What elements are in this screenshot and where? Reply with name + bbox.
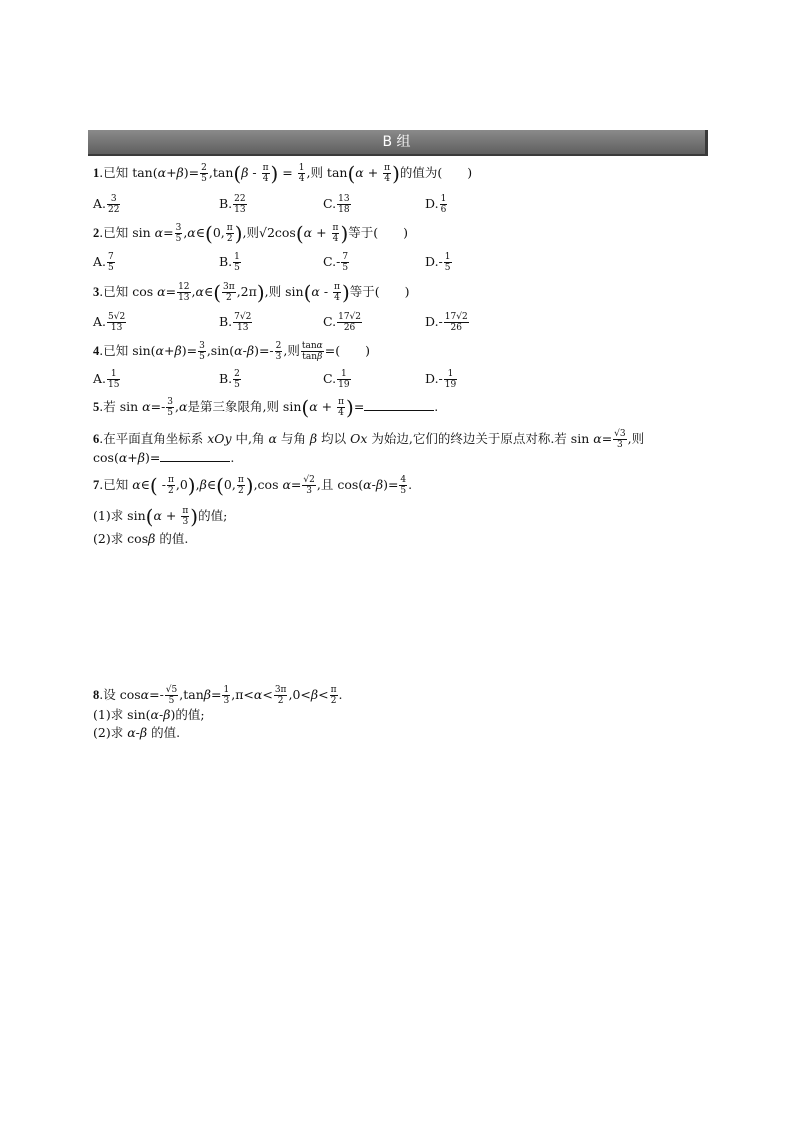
option-c: C. $\frac{13}{18}$ bbox=[323, 194, 350, 215]
question-number: 6 bbox=[93, 432, 100, 446]
option-a: A. $\frac{3}{22}$ bbox=[93, 194, 120, 215]
question-1: 1.已知 tan(α+β)= $\frac{2}{5}$ ,tan(β - $\frac{\pi}{4}$ ) = $\frac{1}{4}$ ,则 tan(α + $\frac{\pi}{4}$ )的值为( ) bbox=[93, 161, 473, 186]
option-a: A. $\frac{1}{15}$ bbox=[93, 369, 120, 390]
question-8: 8.设 cosα=- $\frac{√5}{5}$ ,tanβ= $\frac{1}{3}$ ,π<α< $\frac{3\pi}{2}$ ,0<β< $\frac{\pi}{2}$ . bbox=[93, 685, 343, 706]
option-b: B. $\frac{1}{5}$ bbox=[219, 252, 240, 273]
answer-blank bbox=[160, 450, 230, 462]
option-b: B. $\frac{2}{5}$ bbox=[219, 369, 240, 390]
section-header-bar bbox=[88, 130, 708, 156]
question-number: 5 bbox=[93, 400, 100, 414]
question-number: 8 bbox=[93, 688, 100, 702]
section-title: B 组 bbox=[382, 134, 411, 150]
option-d: D.- $\frac{1}{19}$ bbox=[425, 369, 457, 390]
question-number: 1 bbox=[93, 166, 100, 180]
question-3: 3.已知 cos α= $\frac{12}{13}$ ,α∈( $\frac{3\pi}{2}$ ,2π),则 sin(α - $\frac{\pi}{4}$ )等于( ) bbox=[93, 280, 410, 305]
question-number: 3 bbox=[93, 285, 100, 299]
question-2: 2.已知 sin α= $\frac{3}{5}$ ,α∈(0, $\frac{\pi}{2}$ ),则√2cos(α + $\frac{\pi}{4}$ )等于( ) bbox=[93, 221, 409, 246]
question-7-part-2: (2)求 cosβ 的值. bbox=[93, 531, 189, 546]
answer-blank bbox=[364, 399, 434, 411]
option-c: C.- $\frac{7}{5}$ bbox=[323, 252, 349, 273]
question-4: 4.已知 sin(α+β)= $\frac{3}{5}$ ,sin(α-β)=- $\frac{2}{3}$ ,则 $\frac{\tan\alpha}{\tan\beta}$ =( ) bbox=[93, 341, 370, 362]
option-a: A. $\frac{5√2}{13}$ bbox=[93, 312, 126, 333]
question-8-part-2: (2)求 α-β 的值. bbox=[93, 725, 181, 740]
question-7-part-1: (1)求 sin(α + $\frac{\pi}{3}$ )的值; bbox=[93, 504, 228, 529]
option-d: D.- $\frac{17√2}{26}$ bbox=[425, 312, 468, 333]
option-a: A. $\frac{7}{5}$ bbox=[93, 252, 114, 273]
question-7: 7.已知 α∈( - $\frac{\pi}{2}$ ,0),β∈(0, $\frac{\pi}{2}$ ),cos α= $\frac{√2}{3}$ ,且 cos(α-β)= $\frac{4}{5}$ . bbox=[93, 473, 413, 498]
question-6-cont: cos(α+β)= . bbox=[93, 450, 235, 465]
question-6: 6.在平面直角坐标系 xOy 中,角 α 与角 β 均以 Ox 为始边,它们的终边关于原点对称.若 sin α= $\frac{√3}{3}$ ,则 bbox=[93, 429, 645, 450]
option-c: C. $\frac{1}{19}$ bbox=[323, 369, 350, 390]
option-d: D.- $\frac{1}{5}$ bbox=[425, 252, 451, 273]
option-b: B. $\frac{22}{13}$ bbox=[219, 194, 246, 215]
option-c: C. $\frac{17√2}{26}$ bbox=[323, 312, 362, 333]
question-number: 7 bbox=[93, 478, 100, 492]
option-b: B. $\frac{7√2}{13}$ bbox=[219, 312, 252, 333]
question-8-part-1: (1)求 sin(α-β)的值; bbox=[93, 707, 205, 722]
question-number: 4 bbox=[93, 344, 100, 358]
option-d: D. $\frac{1}{6}$ bbox=[425, 194, 447, 215]
question-number: 2 bbox=[93, 226, 100, 240]
question-5: 5.若 sin α=- $\frac{3}{5}$ ,α是第三象限角,则 sin(α + $\frac{\pi}{4}$ )= . bbox=[93, 395, 439, 420]
